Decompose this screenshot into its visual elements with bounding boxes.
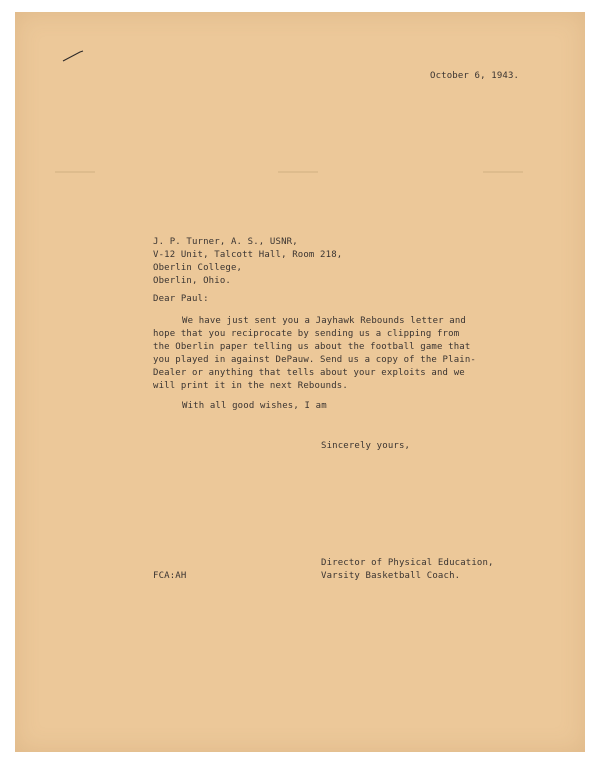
bleed-mark-left	[55, 171, 95, 173]
signature-title-1: Director of Physical Education,	[321, 558, 494, 568]
body-line-6: will print it in the next Rebounds.	[153, 381, 348, 391]
bleed-mark-right	[483, 171, 523, 173]
body-line-5: Dealer or anything that tells about your exploits and we	[153, 368, 465, 378]
reference-initials: FCA:AH	[153, 571, 187, 581]
closing-line: With all good wishes, I am	[182, 401, 327, 411]
complimentary-close: Sincerely yours,	[321, 441, 411, 451]
address-line-3: Oberlin College,	[153, 263, 243, 273]
body-line-1: We have just sent you a Jayhawk Rebounds letter and	[182, 316, 466, 326]
address-line-4: Oberlin, Ohio.	[153, 276, 231, 286]
signature-title-2: Varsity Basketball Coach.	[321, 571, 461, 581]
letter-date: October 6, 1943.	[430, 71, 520, 81]
body-line-3: the Oberlin paper telling us about the football game that	[153, 342, 471, 352]
bleed-mark-center	[278, 171, 318, 173]
address-line-2: V-12 Unit, Talcott Hall, Room 218,	[153, 250, 343, 260]
body-line-4: you played in against DePauw. Send us a copy of the Plain-	[153, 355, 476, 365]
pen-stroke-icon	[62, 50, 86, 62]
salutation: Dear Paul:	[153, 294, 209, 304]
body-line-2: hope that you reciprocate by sending us a clipping from	[153, 329, 460, 339]
address-line-1: J. P. Turner, A. S., USNR,	[153, 237, 298, 247]
